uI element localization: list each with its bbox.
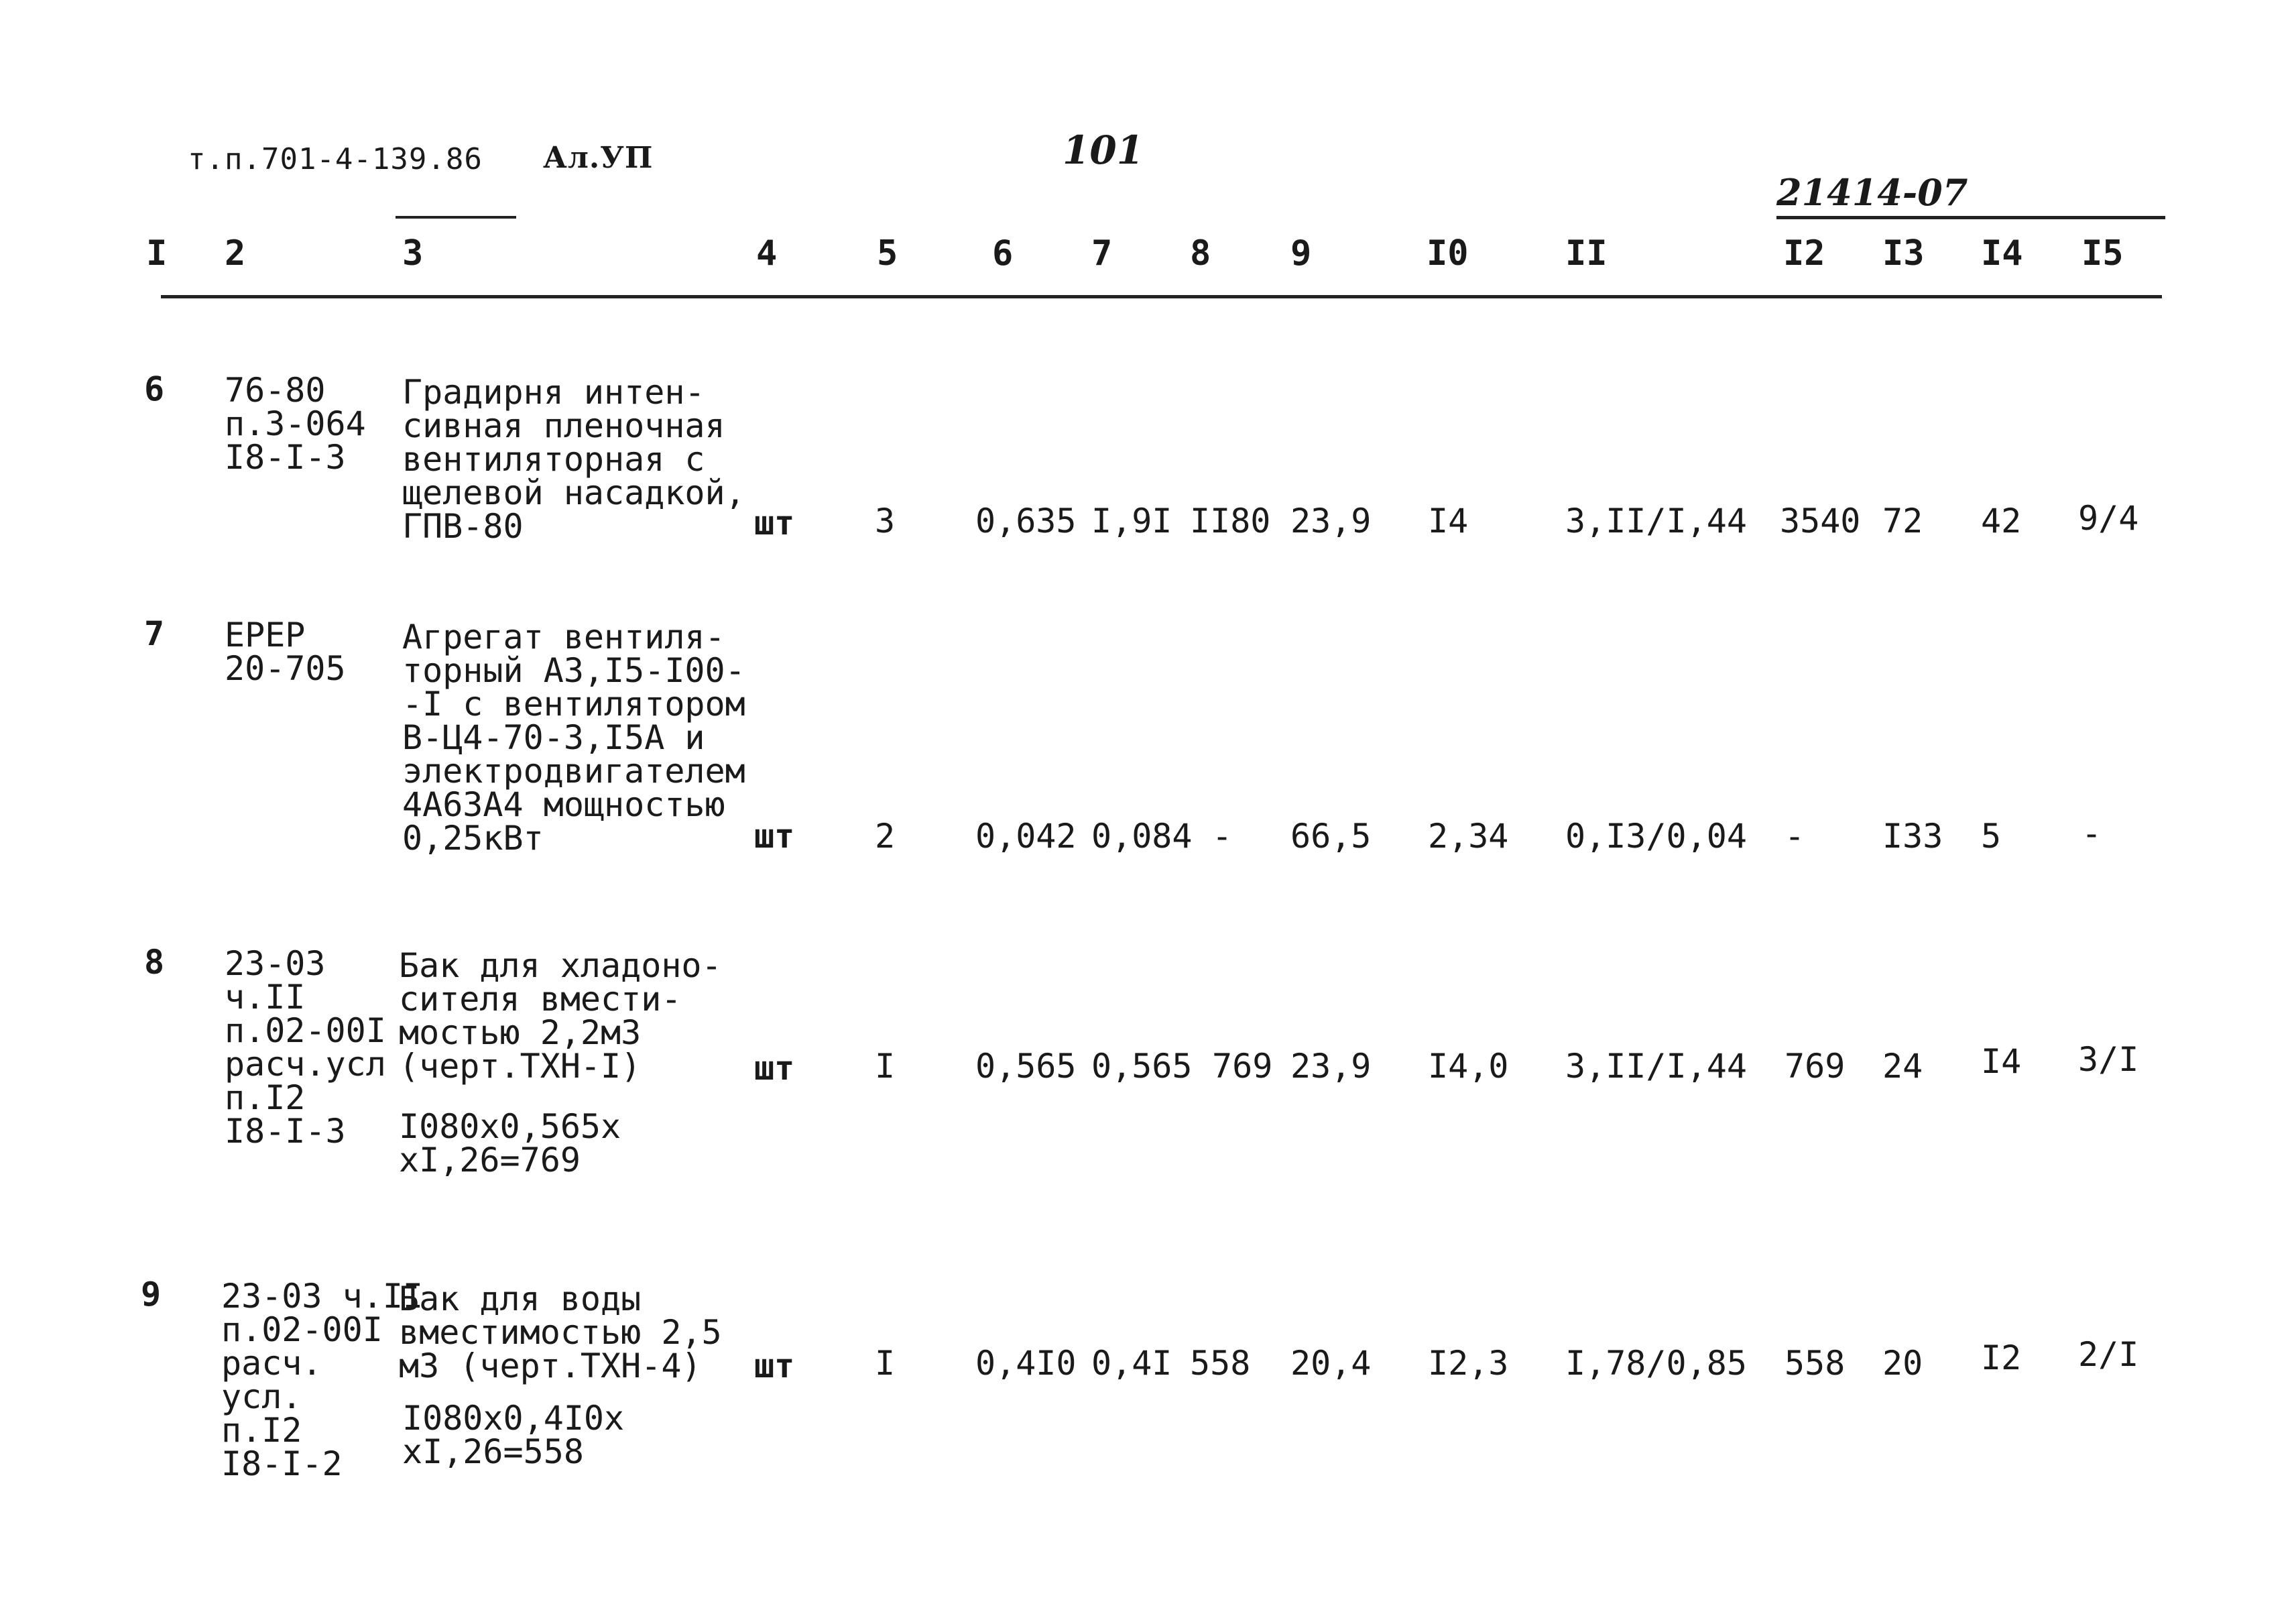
description-line: В-Ц4-70-3,I5А и xyxy=(402,718,705,757)
unit-cell: шт xyxy=(754,1346,795,1385)
row-number: 8 xyxy=(144,943,165,982)
code-line: расч.усл xyxy=(225,1045,386,1084)
page-number: 101 xyxy=(1063,127,1144,173)
description-line: 0,25кВт xyxy=(402,819,544,858)
description-line: ГПВ-80 xyxy=(402,507,524,546)
header-underline xyxy=(396,216,516,219)
code-line: 76-80 xyxy=(225,371,326,410)
description-line: -I с вентилятором xyxy=(402,685,745,724)
col7-cell: 0,084 xyxy=(1091,817,1193,856)
row-number: 6 xyxy=(144,369,165,408)
col10-cell: I4,0 xyxy=(1428,1047,1509,1086)
column-header: I4 xyxy=(1981,233,2023,274)
column-header: 7 xyxy=(1091,233,1113,274)
item-description xyxy=(402,373,745,546)
code-line: I8-I-2 xyxy=(221,1444,343,1483)
col13-cell: I33 xyxy=(1882,817,1943,856)
col14-cell: I4 xyxy=(1981,1042,2022,1081)
unit-cell: шт xyxy=(754,1049,795,1088)
unit-cell: шт xyxy=(754,817,795,856)
description-line: Бак для воды xyxy=(399,1279,642,1318)
calculation-line: I080х0,565х xyxy=(399,1107,621,1146)
description-line: сителя вмести- xyxy=(399,980,682,1019)
col12-cell: 769 xyxy=(1785,1047,1846,1086)
code-line: 23-03 ч.II xyxy=(221,1277,424,1316)
col12-cell: - xyxy=(1785,817,1805,856)
col11-cell: 3,II/I,44 xyxy=(1565,502,1747,540)
col12-cell: 558 xyxy=(1785,1344,1846,1383)
description-line: щелевой насадкой, xyxy=(402,473,745,512)
col7-cell: 0,565 xyxy=(1091,1047,1193,1086)
column-header: 5 xyxy=(877,233,898,274)
column-header: I3 xyxy=(1882,233,1925,274)
col8-cell: II80 xyxy=(1190,502,1271,540)
col10-cell: I2,3 xyxy=(1428,1344,1509,1383)
source-code xyxy=(221,1279,423,1481)
column-header-rule xyxy=(161,295,2162,298)
col9-cell: 66,5 xyxy=(1290,817,1372,856)
column-header: I xyxy=(146,233,168,274)
column-header: 9 xyxy=(1290,233,1312,274)
col10-cell: I4 xyxy=(1428,502,1469,540)
description-line: торный А3,I5-I00- xyxy=(402,651,745,690)
col8-cell: 769 xyxy=(1212,1047,1273,1086)
col6-cell: 0,042 xyxy=(975,817,1077,856)
row-number: 7 xyxy=(144,614,165,653)
row-number: 9 xyxy=(141,1275,162,1314)
code-line: ЕРЕР xyxy=(225,616,306,654)
col11-cell: I,78/0,85 xyxy=(1565,1344,1747,1383)
code-line: расч. xyxy=(221,1344,322,1383)
description-line: вентиляторная с xyxy=(402,440,705,479)
col15-cell: 9/4 xyxy=(2078,499,2139,538)
description-line: вместимостью 2,5 xyxy=(399,1313,722,1352)
unit-cell: шт xyxy=(754,504,795,542)
col11-cell: 3,II/I,44 xyxy=(1565,1047,1747,1086)
col9-cell: 23,9 xyxy=(1290,1047,1372,1086)
code-line: усл. xyxy=(221,1377,302,1416)
document-reference: т.п.701-4-139.86 xyxy=(188,142,483,176)
description-line: Градирня интен- xyxy=(402,373,705,412)
source-code xyxy=(225,944,386,1151)
qty-cell: 3 xyxy=(875,502,896,540)
col15-cell: - xyxy=(2081,814,2102,853)
description-line: (черт.ТХН-I) xyxy=(399,1047,642,1086)
col15-cell: 3/I xyxy=(2078,1040,2139,1079)
code-line: 20-705 xyxy=(225,649,346,688)
code-line: 23-03 xyxy=(225,944,326,983)
column-header: 4 xyxy=(756,233,778,274)
calculation-note xyxy=(399,1107,621,1180)
column-header: 2 xyxy=(225,233,246,274)
column-header: I5 xyxy=(2081,233,2124,274)
description-line: сивная пленочная xyxy=(402,406,725,445)
col6-cell: 0,635 xyxy=(975,502,1077,540)
col14-cell: I2 xyxy=(1981,1338,2022,1377)
col13-cell: 20 xyxy=(1882,1344,1923,1383)
col13-cell: 24 xyxy=(1882,1047,1923,1086)
description-line: мостью 2,2м3 xyxy=(399,1013,642,1052)
col10-cell: 2,34 xyxy=(1428,817,1509,856)
code-line: п.02-00I xyxy=(221,1310,383,1349)
description-line: 4А63А4 мощностью xyxy=(402,785,725,824)
column-header: II xyxy=(1565,233,1608,274)
album-label: Ал.УП xyxy=(543,141,654,175)
inventory-number: 21414-07 xyxy=(1776,171,1968,214)
calculation-line: хI,26=558 xyxy=(402,1432,584,1471)
description-line: Агрегат вентиля- xyxy=(402,618,725,656)
description-line: Бак для хладоно- xyxy=(399,946,722,985)
item-description xyxy=(402,618,745,858)
code-line: п.3-064 xyxy=(225,404,366,443)
col14-cell: 42 xyxy=(1981,502,2022,540)
col8-cell: 558 xyxy=(1190,1344,1251,1383)
column-header: I0 xyxy=(1427,233,1469,274)
calculation-note xyxy=(402,1401,624,1469)
code-line: I8-I-3 xyxy=(225,1112,346,1151)
col7-cell: I,9I xyxy=(1091,502,1172,540)
code-line: ч.II xyxy=(225,978,306,1017)
code-line: I8-I-3 xyxy=(225,438,346,477)
col13-cell: 72 xyxy=(1882,502,1923,540)
col9-cell: 23,9 xyxy=(1290,502,1372,540)
col12-cell: 3540 xyxy=(1780,502,1861,540)
col14-cell: 5 xyxy=(1981,817,2002,856)
inv-number-underline xyxy=(1776,216,2165,219)
col6-cell: 0,4I0 xyxy=(975,1344,1077,1383)
column-header: 8 xyxy=(1190,233,1211,274)
qty-cell: I xyxy=(875,1344,896,1383)
col11-cell: 0,I3/0,04 xyxy=(1565,817,1747,856)
source-code xyxy=(225,616,346,688)
col8-cell: - xyxy=(1212,817,1233,856)
column-header: 6 xyxy=(992,233,1014,274)
item-description xyxy=(399,946,722,1086)
col7-cell: 0,4I xyxy=(1091,1344,1172,1383)
col15-cell: 2/I xyxy=(2078,1335,2139,1374)
code-line: п.I2 xyxy=(221,1411,302,1450)
qty-cell: I xyxy=(875,1047,896,1086)
qty-cell: 2 xyxy=(875,817,896,856)
col6-cell: 0,565 xyxy=(975,1047,1077,1086)
description-line: электродвигателем xyxy=(402,752,745,791)
code-line: п.02-00I xyxy=(225,1011,386,1050)
item-description xyxy=(399,1279,722,1385)
source-code xyxy=(225,371,366,477)
column-header: 3 xyxy=(402,233,424,274)
column-header: I2 xyxy=(1783,233,1825,274)
calculation-line: I080х0,4I0х xyxy=(402,1399,625,1438)
code-line: п.I2 xyxy=(225,1078,306,1117)
calculation-line: хI,26=769 xyxy=(399,1141,581,1180)
col9-cell: 20,4 xyxy=(1290,1344,1372,1383)
description-line: м3 (черт.ТХН-4) xyxy=(399,1346,702,1385)
